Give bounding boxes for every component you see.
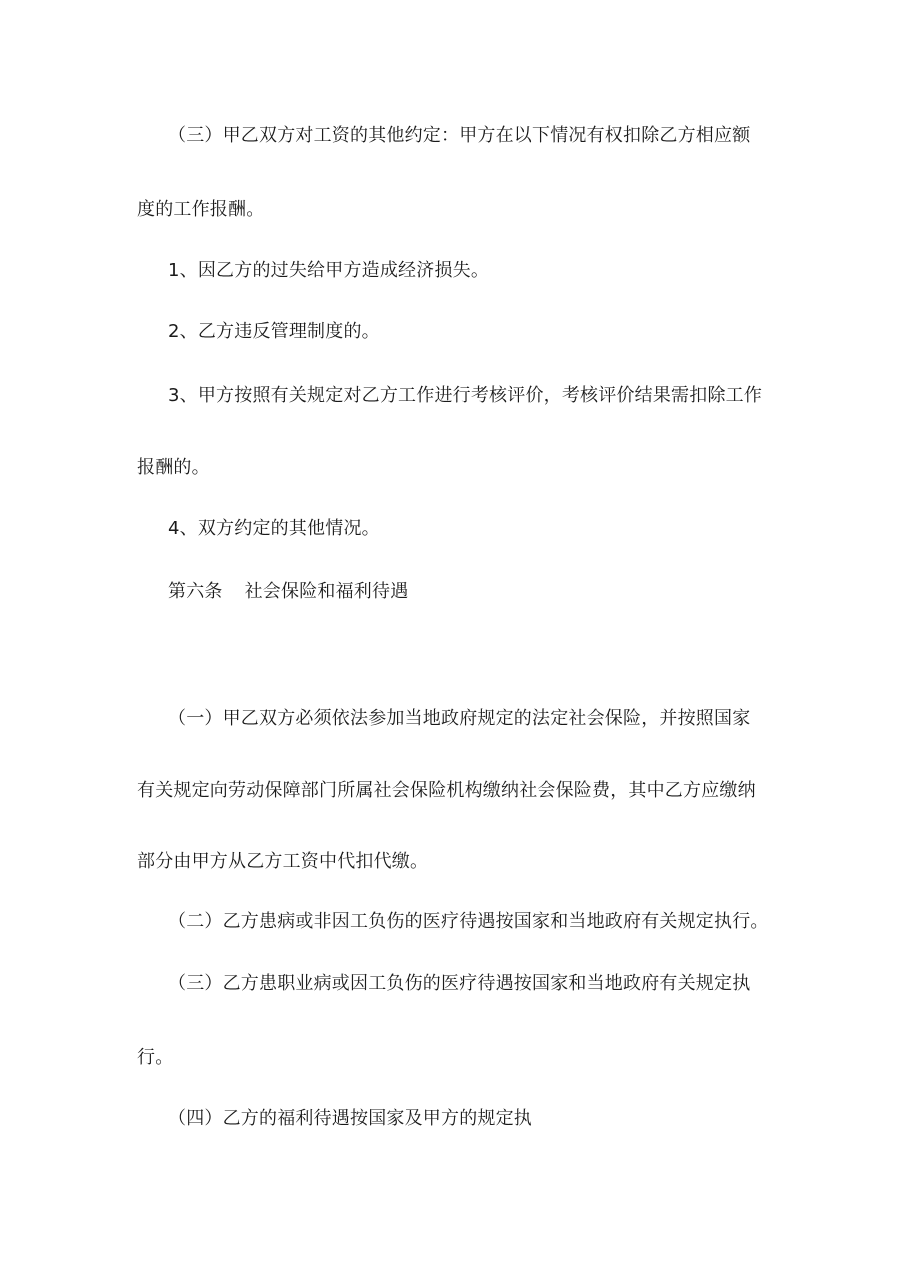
item-1: 1、因乙方的过失给甲方造成经济损失。	[168, 260, 490, 281]
clause-3-line-1: （三）乙方患职业病或因工负伤的医疗待遇按国家和当地政府有关规定执	[168, 973, 751, 994]
article-6-number: 第六条	[168, 581, 223, 602]
section-3-line-2: 度的工作报酬。	[137, 199, 265, 220]
clause-2: （二）乙方患病或非因工负伤的医疗待遇按国家和当地政府有关规定执行。	[168, 911, 769, 932]
item-3-line-1: 3、甲方按照有关规定对乙方工作进行考核评价，考核评价结果需扣除工作	[168, 385, 763, 406]
clause-3-line-2: 行。	[137, 1047, 174, 1068]
article-6-title: 社会保险和福利待遇	[244, 581, 409, 602]
item-4: 4、双方约定的其他情况。	[168, 518, 380, 539]
clause-1-line-3: 部分由甲方从乙方工资中代扣代缴。	[137, 851, 429, 872]
section-3-line-1: （三）甲乙双方对工资的其他约定：甲方在以下情况有权扣除乙方相应额	[168, 125, 751, 146]
article-6-heading	[168, 580, 408, 604]
item-3-line-2: 报酬的。	[137, 457, 210, 478]
clause-1-line-2: 有关规定向劳动保障部门所属社会保险机构缴纳社会保险费，其中乙方应缴纳	[137, 780, 756, 801]
clause-1-line-1: （一）甲乙双方必须依法参加当地政府规定的法定社会保险，并按照国家	[168, 708, 751, 729]
item-2: 2、乙方违反管理制度的。	[168, 321, 380, 342]
clause-4: （四）乙方的福利待遇按国家及甲方的规定执	[168, 1108, 532, 1129]
